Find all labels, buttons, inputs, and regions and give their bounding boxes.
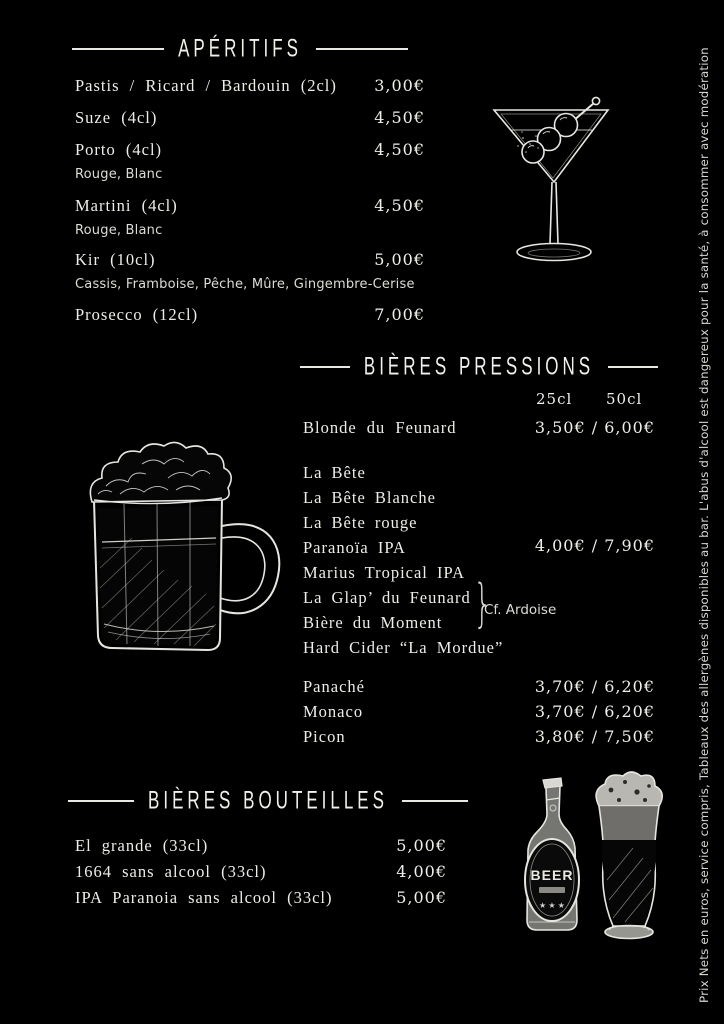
beer-mug-illustration — [72, 438, 292, 664]
draft-group-price: 4,00€ / 7,90€ — [534, 536, 655, 555]
item-name: Pastis / Ricard / Bardouin (2cl) — [75, 76, 337, 95]
menu-item-row — [303, 727, 655, 747]
column-header-50cl: 50cl — [606, 390, 643, 408]
item-name: Martini (4cl) — [75, 196, 178, 215]
item-price: 7,00€ — [374, 305, 425, 324]
menu-item-row — [75, 836, 447, 856]
item-price: 4,50€ — [374, 108, 425, 127]
beer-name: Hard Cider “La Mordue” — [303, 638, 504, 657]
pressions-section — [298, 352, 658, 762]
beer-name: La Bête Blanche — [303, 488, 436, 507]
item-price: 5,00€ — [374, 250, 425, 269]
item-name: Suze (4cl) — [75, 108, 158, 127]
item-price: 4,00€ — [396, 862, 447, 881]
header-rule-left — [72, 48, 164, 50]
beer-name: La Bête — [303, 463, 366, 482]
beer-name: La Bête rouge — [303, 513, 418, 532]
item-price: 4,50€ — [374, 140, 425, 159]
ardoise-note: Cf. Ardoise — [484, 602, 557, 618]
bracket-glyph: } — [473, 574, 492, 634]
bouteilles-header — [68, 786, 468, 816]
item-name: Blonde du Feunard — [303, 418, 457, 437]
item-subtext: Rouge, Blanc — [75, 167, 163, 182]
item-price: 3,80€ / 7,50€ — [534, 727, 655, 746]
menu-item-row — [75, 862, 447, 882]
svg-text:★ ★ ★: ★ ★ ★ — [539, 901, 565, 910]
beer-name: La Glap’ du Feunard — [303, 588, 471, 607]
menu-item-row — [75, 76, 425, 96]
beer-name: Paranoïa IPA — [303, 538, 406, 557]
item-price: 5,00€ — [396, 836, 447, 855]
beer-name: Bière du Moment — [303, 613, 443, 632]
item-price: 3,50€ / 6,00€ — [534, 418, 655, 437]
header-rule-left — [68, 800, 134, 802]
bouteilles-title: BIÈRES BOUTEILLES — [148, 786, 388, 815]
item-name: Prosecco (12cl) — [75, 305, 199, 324]
menu-item-row — [303, 677, 655, 697]
menu-item-row — [75, 250, 425, 270]
menu-item-row — [75, 108, 425, 128]
item-name: Panaché — [303, 677, 365, 696]
legal-note-vertical: Prix Nets en euros, service compris, Tableaux des allergènes disponibles au bar. L'abus d'alcool est dangereux pour la santé, à consommer avec modération — [697, 47, 711, 1003]
menu-item-row — [75, 888, 447, 908]
item-price: 3,70€ / 6,20€ — [534, 702, 655, 721]
bottle-label-text: BEER — [530, 867, 574, 883]
martini-glass-illustration — [478, 92, 626, 274]
beer-name: Marius Tropical IPA — [303, 563, 466, 582]
aperitifs-header — [72, 34, 408, 64]
menu-item-row — [75, 305, 425, 325]
item-name: Kir (10cl) — [75, 250, 156, 269]
menu-item-row — [303, 418, 655, 438]
aperitifs-title: APÉRITIFS — [178, 34, 302, 63]
header-rule-right — [608, 366, 658, 368]
item-price: 4,50€ — [374, 196, 425, 215]
item-price: 5,00€ — [396, 888, 447, 907]
item-subtext: Rouge, Blanc — [75, 223, 163, 238]
item-name: Porto (4cl) — [75, 140, 163, 159]
header-rule-right — [402, 800, 468, 802]
item-name: Picon — [303, 727, 346, 746]
item-name: IPA Paranoia sans alcool (33cl) — [75, 888, 333, 907]
pressions-header — [300, 352, 658, 382]
item-price: 3,00€ — [374, 76, 425, 95]
pressions-title: BIÈRES PRESSIONS — [363, 352, 595, 381]
item-subtext: Cassis, Framboise, Pêche, Mûre, Gingembre-Cerise — [75, 277, 415, 292]
menu-item-row — [303, 702, 655, 722]
item-name: Monaco — [303, 702, 364, 721]
column-header-25cl: 25cl — [536, 390, 573, 408]
menu-item-row — [75, 140, 425, 160]
item-name: El grande (33cl) — [75, 836, 209, 855]
item-price: 3,70€ / 6,20€ — [534, 677, 655, 696]
item-name: 1664 sans alcool (33cl) — [75, 862, 267, 881]
header-rule-right — [316, 48, 408, 50]
menu-item-row — [75, 196, 425, 216]
beer-bottle-and-glass-illustration — [503, 770, 681, 946]
header-rule-left — [300, 366, 350, 368]
